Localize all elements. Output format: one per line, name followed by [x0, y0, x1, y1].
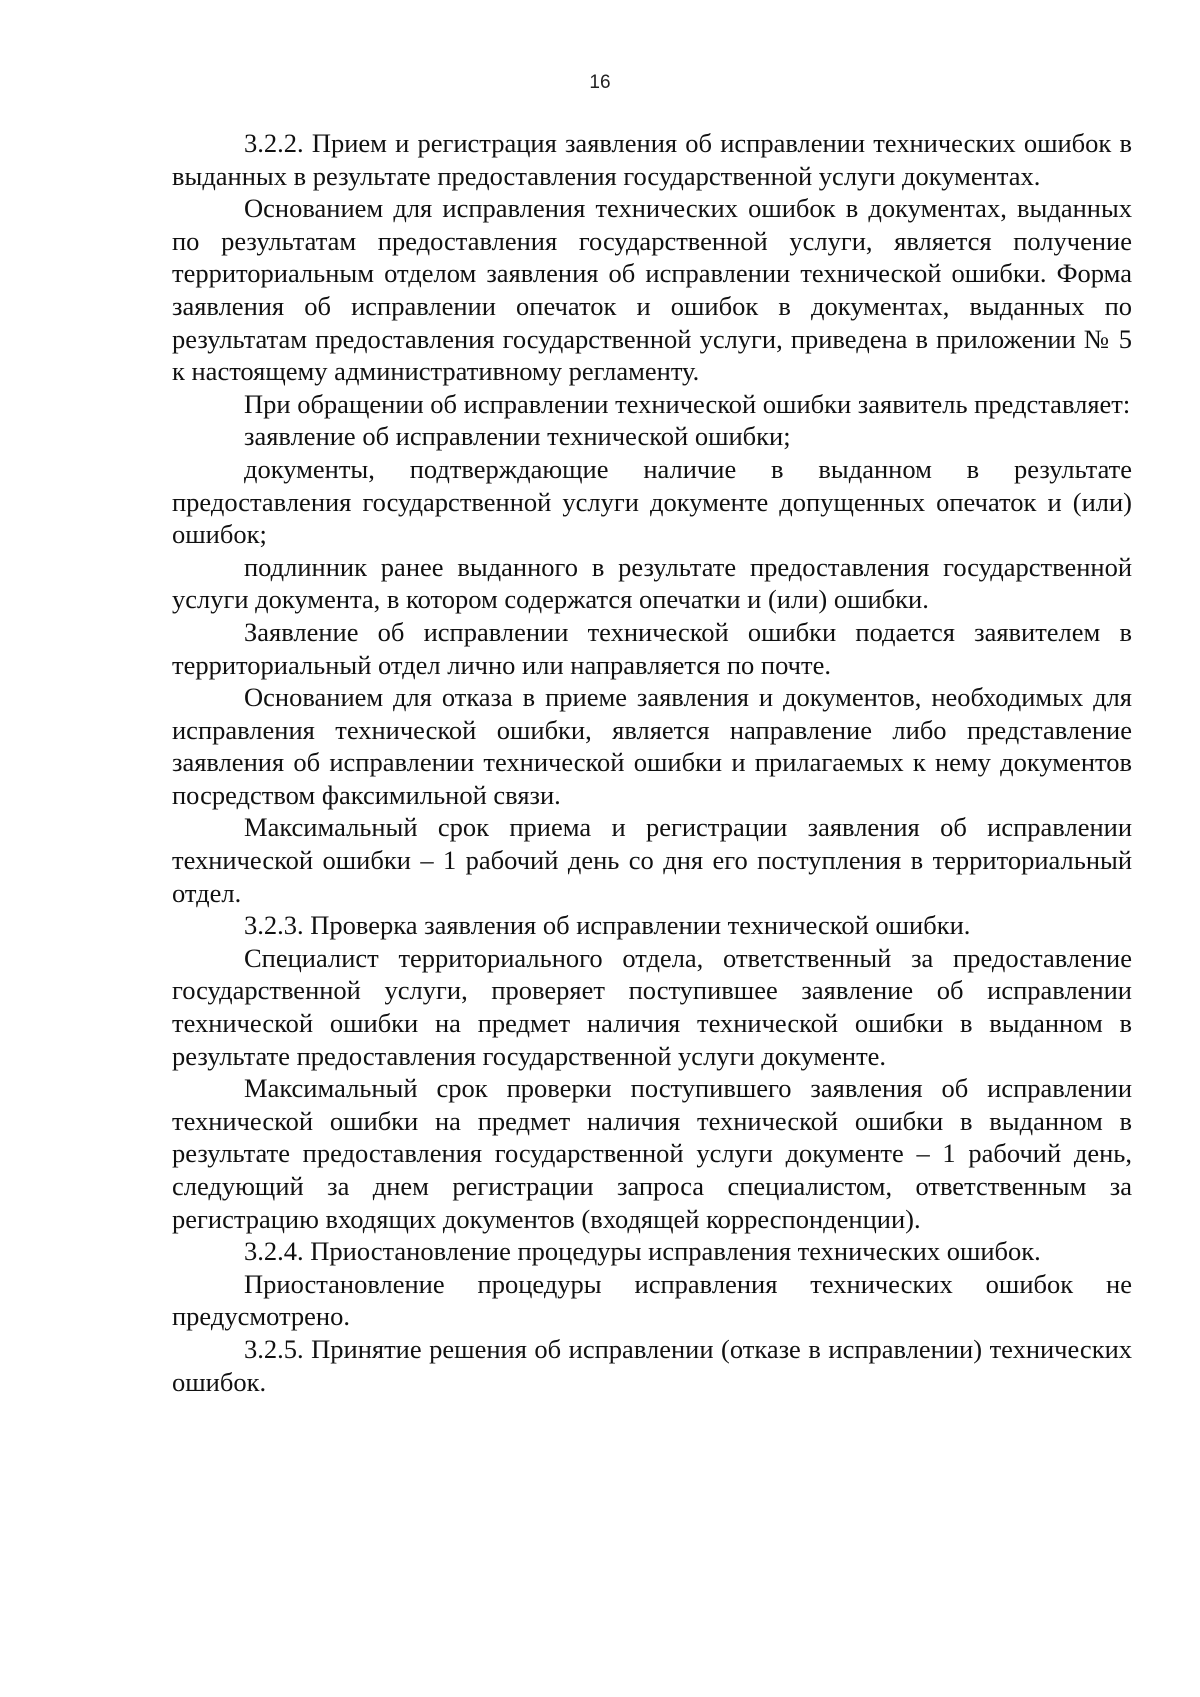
- paragraph: Специалист территориального отдела, ответственный за предоставление государственной услуги, проверяет поступившее заявление об исправлении технической ошибки на предмет наличия технической ошибки в выданном в результате предоставления государственной услуги документе.: [172, 942, 1132, 1071]
- section-heading-3-2-4: 3.2.4. Приостановление процедуры исправления технических ошибок.: [244, 1236, 1041, 1267]
- section-heading-3-2-5: 3.2.5. Принятие решения об исправлении (отказе в исправлении) технических ошибок.: [172, 1333, 1132, 1397]
- paragraph: Заявление об исправлении технической ошибки подается заявителем в территориальный отдел лично или направляется по почте.: [172, 616, 1132, 680]
- section-heading-3-2-2: 3.2.2. Прием и регистрация заявления об исправлении технических ошибок в выданных в результате предоставления государственной услуги документах.: [172, 128, 1132, 191]
- paragraph: Приостановление процедуры исправления технических ошибок не предусмотрено.: [172, 1268, 1132, 1332]
- list-item: подлинник ранее выданного в результате предоставления государственной услуги документа, в котором содержатся опечатки и (или) ошибки.: [172, 551, 1132, 615]
- list-item: заявление об исправлении технической ошибки;: [244, 421, 791, 452]
- paragraph: Основанием для исправления технических ошибок в документах, выданных по результатам предоставления государственной услуги, является получение территориальным отделом заявления об исправлении технической ошибки. Форма заявления об исправлении опечаток и ошибок в документах, выданных по результатам предоставления государственной услуги, приведена в приложении № 5 к настоящему административному регламенту.: [172, 193, 1132, 387]
- paragraph: Максимальный срок приема и регистрации заявления об исправлении технической ошибки – 1 рабочий день со дня его поступления в территориальный отдел.: [172, 812, 1132, 908]
- list-item: документы, подтверждающие наличие в выданном в результате предоставления государственной услуги документе допущенных опечаток и (или) ошибок;: [172, 453, 1132, 550]
- paragraph: Максимальный срок проверки поступившего заявления об исправлении технической ошибки на предмет наличия технической ошибки в выданном в результате предоставления государственной услуги документе – 1 рабочий день, следующий за днем регистрации запроса специалистом, ответственным за регистрацию входящих документов (входящей корреспонденции).: [172, 1073, 1132, 1234]
- paragraph: При обращении об исправлении технической ошибки заявитель представляет:: [244, 388, 1131, 419]
- page-number: 16: [589, 72, 611, 93]
- document-body: [172, 127, 1132, 1398]
- paragraph: Основанием для отказа в приеме заявления и документов, необходимых для исправления технической ошибки, является направление либо представление заявления об исправлении технической ошибки и прилагаемых к нему документов посредством факсимильной связи.: [172, 682, 1132, 810]
- section-heading-3-2-3: 3.2.3. Проверка заявления об исправлении технической ошибки.: [244, 910, 971, 941]
